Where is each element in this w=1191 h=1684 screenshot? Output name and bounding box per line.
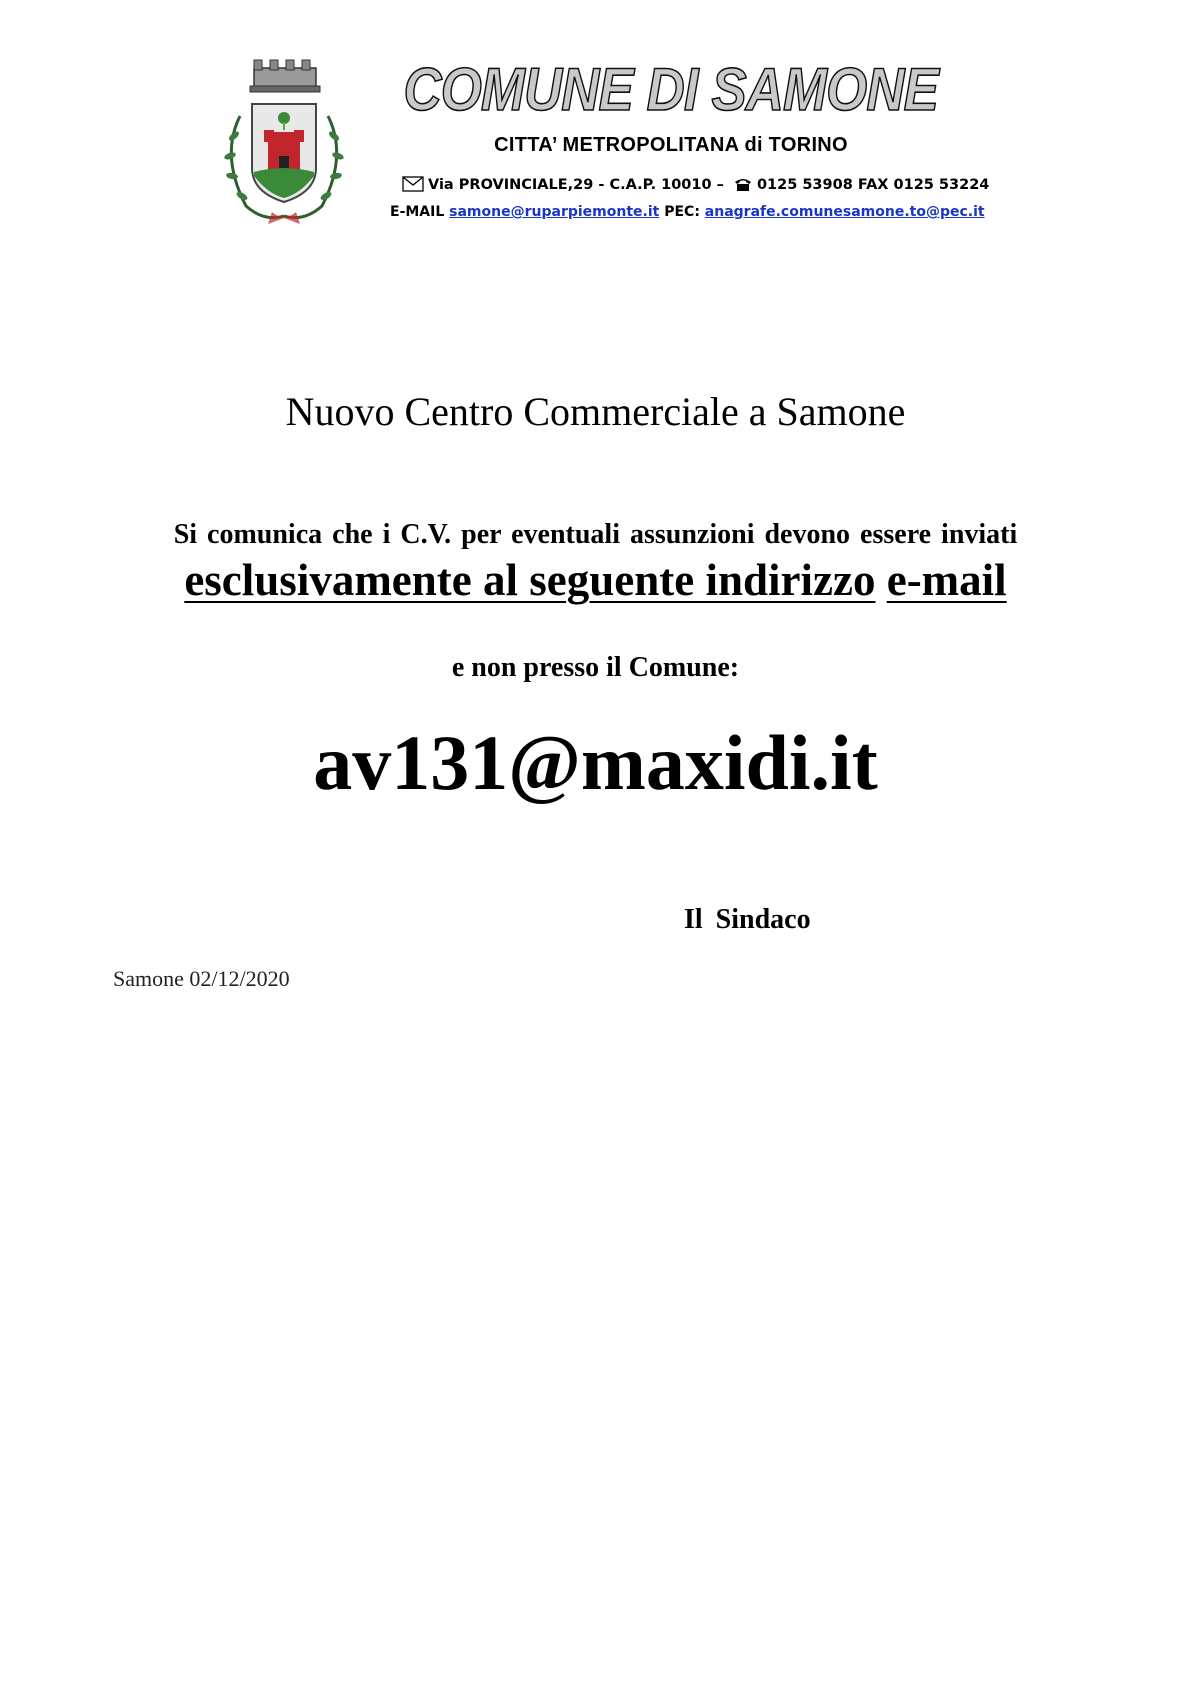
contact-email-line [390, 204, 985, 220]
municipality-title: COMUNE DI SAMONE [403, 55, 939, 123]
email-label: E-MAIL [390, 204, 445, 220]
notice-line-1: Si comunica che i C.V. per eventuali assunzioni devono essere inviati [173, 519, 1018, 550]
pec-email-link[interactable]: anagrafe.comunesamone.to@pec.it [704, 204, 985, 220]
phone-text: 0125 53908 FAX 0125 53224 [756, 177, 990, 193]
notice-email-word: e-mail [886, 555, 1007, 605]
document-date: Samone 02/12/2020 [113, 966, 290, 991]
metropolitan-city-subtitle: CITTA’ METROPOLITANA di TORINO [494, 134, 848, 156]
telephone-icon [733, 176, 753, 192]
notice-emphasis: esclusivamente al seguente indirizzo [184, 555, 876, 605]
pec-label: PEC: [664, 204, 700, 220]
notice-line-3: e non presso il Comune: [451, 652, 740, 683]
envelope-icon [402, 176, 424, 192]
application-email: av131@maxidi.it [313, 719, 878, 806]
municipality-email-link[interactable]: samone@ruparpiemonte.it [449, 204, 660, 220]
contact-address-line [398, 176, 990, 193]
notice-title: Nuovo Centro Commerciale a Samone [285, 389, 906, 434]
notice-line-2 [0, 554, 1191, 606]
signature: Il Sindaco [684, 904, 811, 935]
address-text: Via PROVINCIALE,29 - C.A.P. 10010 – [428, 177, 724, 193]
crest-icon [210, 56, 358, 228]
